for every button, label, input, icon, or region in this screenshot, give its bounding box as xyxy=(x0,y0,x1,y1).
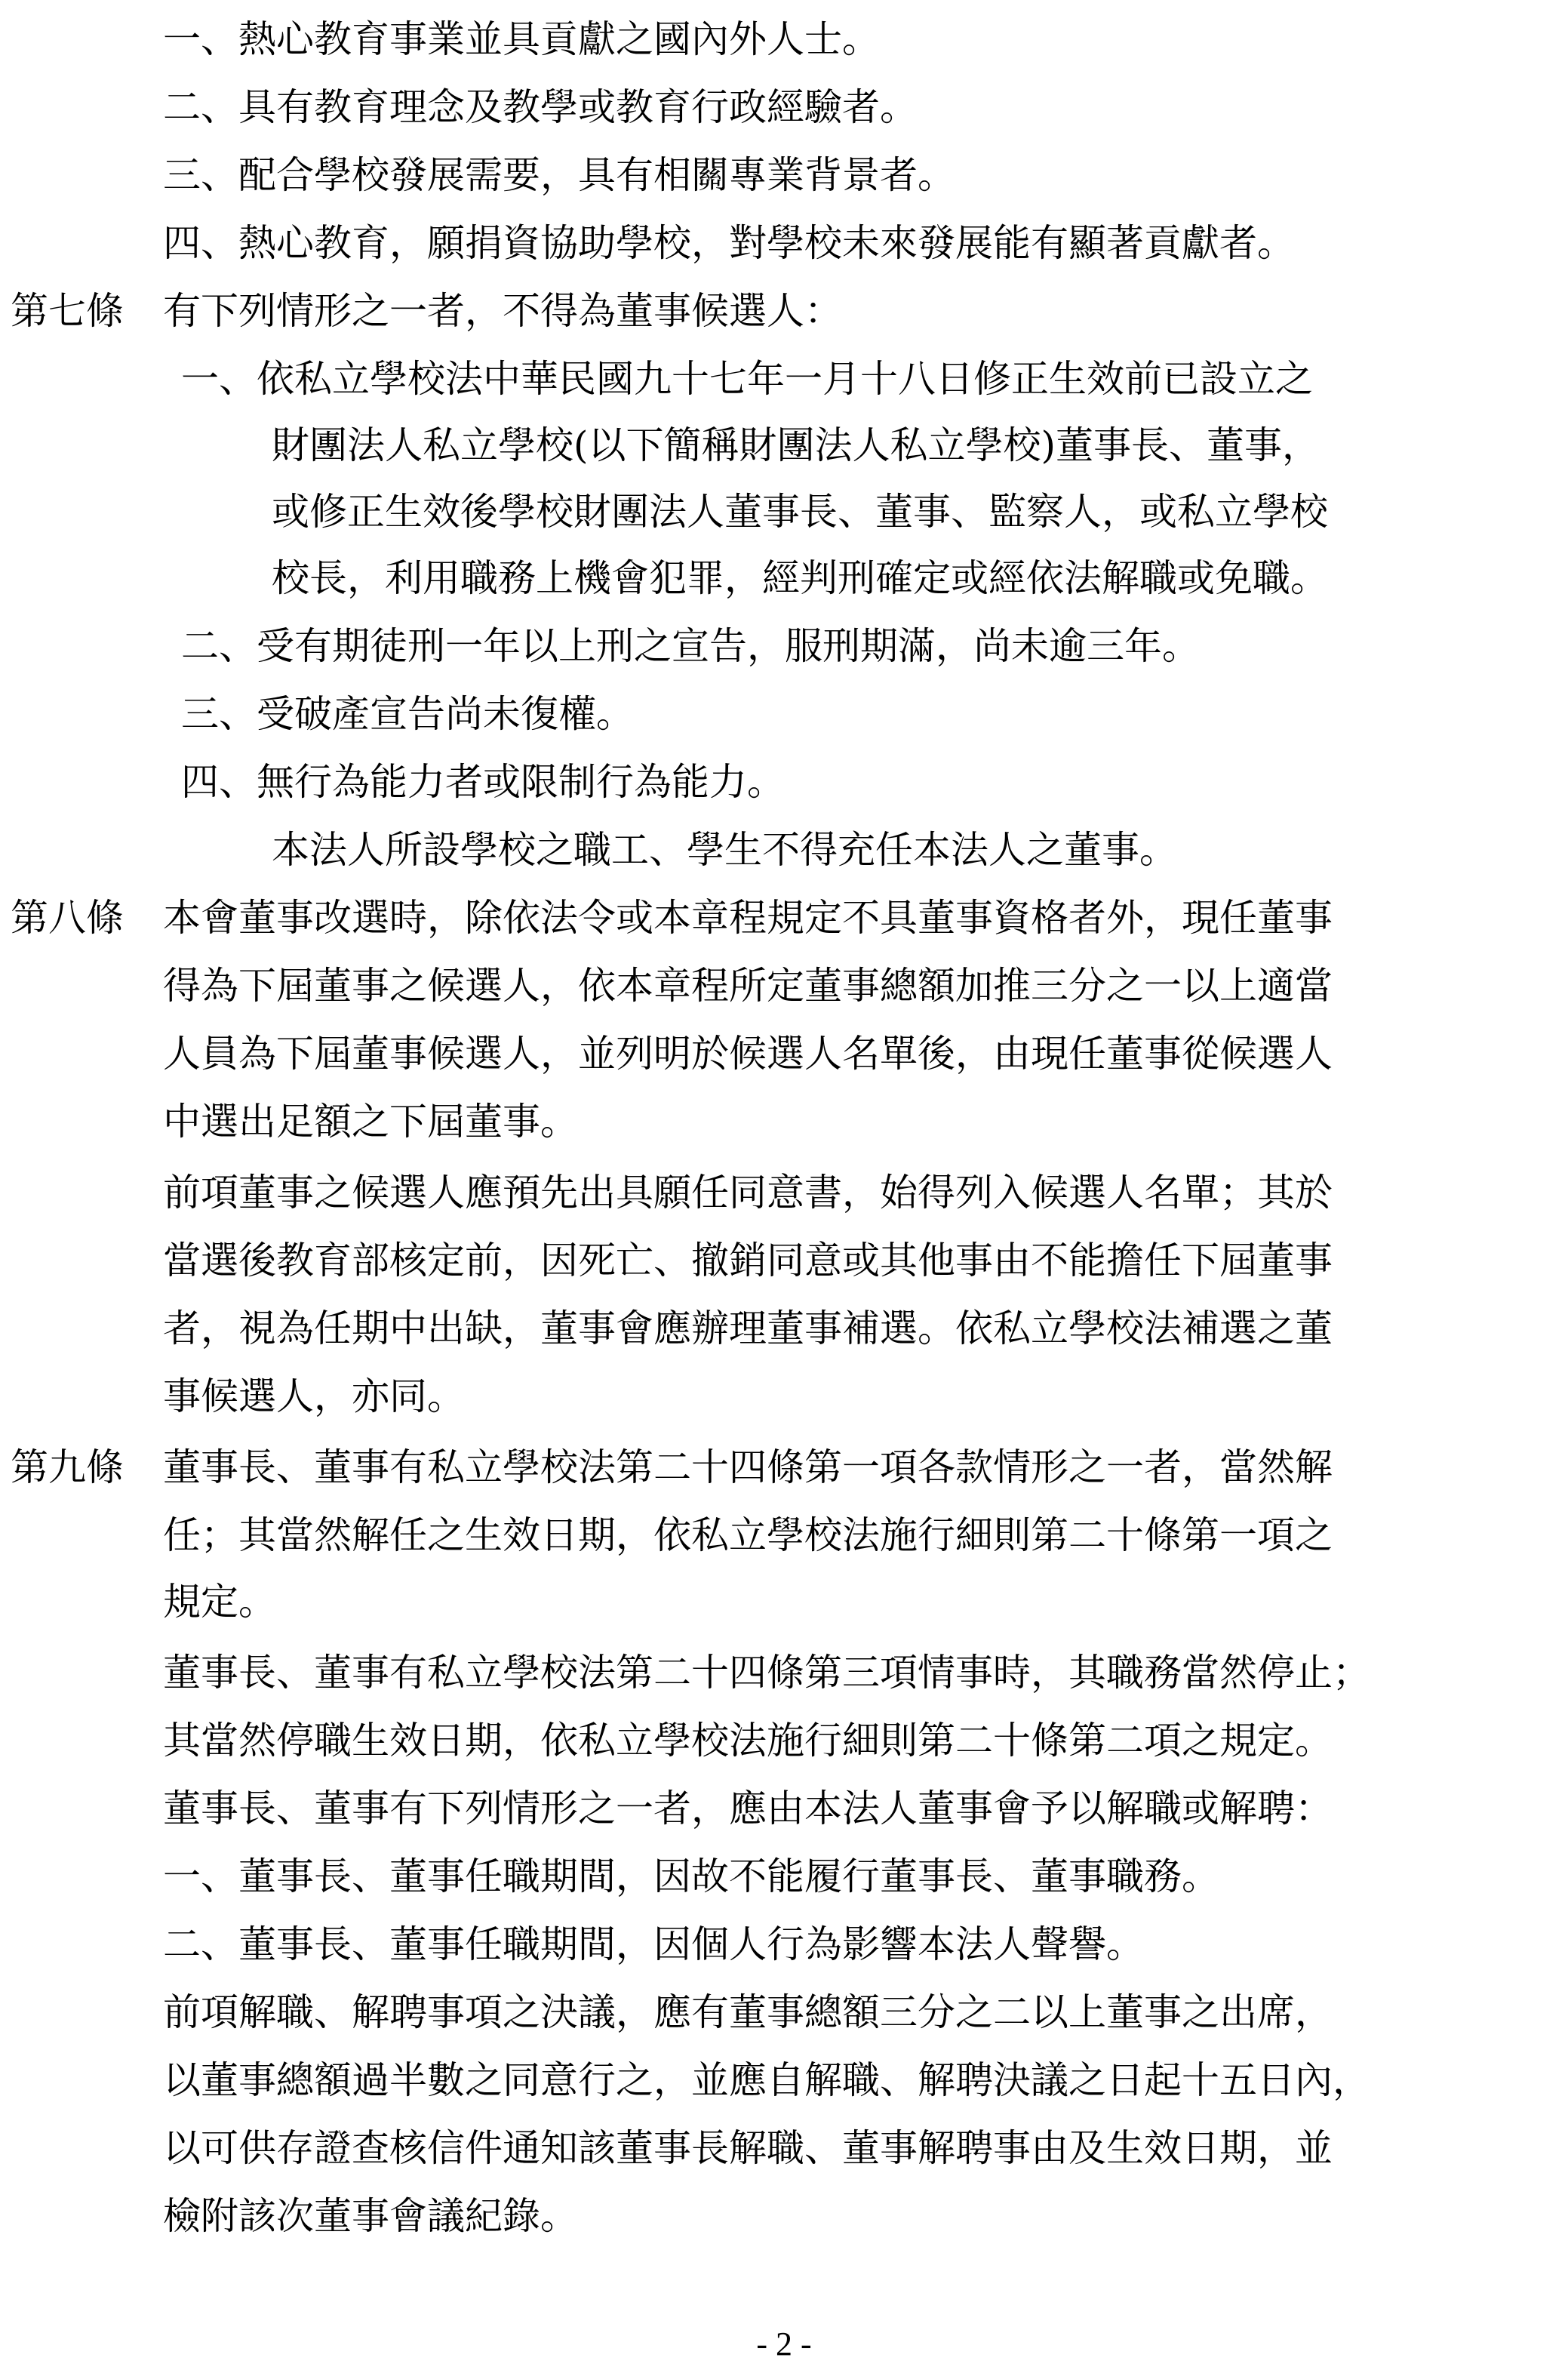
line-text: 或修正生效後學校財團法人董事長、董事、監察人，或私立學校 xyxy=(272,490,1328,534)
line-text: 任；其當然解任之生效日期，依私立學校法施行細則第二十條第一項之 xyxy=(163,1513,1333,1557)
line-text: 中選出足額之下屆董事。 xyxy=(163,1100,578,1144)
article-label: 第九條 xyxy=(11,1445,124,1489)
line-text: 一、依私立學校法中華民國九十七年一月十八日修正生效前已設立之 xyxy=(181,357,1313,401)
line-text: 得為下屆董事之候選人，依本章程所定董事總額加推三分之一以上適當 xyxy=(163,964,1333,1008)
line-text: 二、董事長、董事任職期間，因個人行為影響本法人聲譽。 xyxy=(163,1922,1144,1966)
line-text: 一、董事長、董事任職期間，因故不能履行董事長、董事職務。 xyxy=(163,1855,1219,1898)
line-text: 以董事總額過半數之同意行之，並應自解職、解聘決議之日起十五日內， xyxy=(163,2058,1370,2102)
line-text: 二、具有教育理念及教學或教育行政經驗者。 xyxy=(163,85,918,129)
line-text: 當選後教育部核定前，因死亡、撤銷同意或其他事由不能擔任下屆董事 xyxy=(163,1239,1333,1282)
line-text: 其當然停職生效日期，依私立學校法施行細則第二十條第二項之規定。 xyxy=(163,1719,1333,1762)
line-text: 檢附該次董事會議紀錄。 xyxy=(163,2194,578,2238)
line-text: 前項董事之候選人應預先出具願任同意書，始得列入候選人名單；其於 xyxy=(163,1171,1333,1214)
page-number: - 2 - xyxy=(756,2326,812,2362)
article-label: 第八條 xyxy=(11,896,124,940)
line-text: 董事長、董事有私立學校法第二十四條第一項各款情形之一者，當然解 xyxy=(163,1445,1333,1489)
line-text: 財團法人私立學校(以下簡稱財團法人私立學校)董事長、董事， xyxy=(272,423,1321,467)
line-text: 一、熱心教育事業並具貢獻之國內外人士。 xyxy=(163,17,880,61)
line-text: 前項解職、解聘事項之決議，應有董事總額三分之二以上董事之出席， xyxy=(163,1990,1333,2034)
line-text: 以可供存證查核信件通知該董事長解職、董事解聘事由及生效日期，並 xyxy=(163,2126,1333,2170)
line-text: 本法人所設學校之職工、學生不得充任本法人之董事。 xyxy=(272,828,1177,872)
line-text: 有下列情形之一者，不得為董事候選人： xyxy=(163,289,842,333)
line-text: 三、受破產宣告尚未復權。 xyxy=(181,692,634,736)
line-text: 規定。 xyxy=(163,1580,276,1624)
line-text: 事候選人，亦同。 xyxy=(163,1374,465,1418)
line-text: 人員為下屆董事候選人，並列明於候選人名單後，由現任董事從候選人 xyxy=(163,1032,1333,1076)
line-text: 四、無行為能力者或限制行為能力。 xyxy=(181,760,785,804)
article-label: 第七條 xyxy=(11,289,124,333)
line-text: 三、配合學校發展需要，具有相關專業背景者。 xyxy=(163,153,955,197)
line-text: 校長，利用職務上機會犯罪，經判刑確定或經依法解職或免職。 xyxy=(272,556,1328,600)
line-text: 四、熱心教育，願捐資協助學校，對學校未來發展能有顯著貢獻者。 xyxy=(163,221,1295,265)
line-text: 二、受有期徒刑一年以上刑之宣告，服刑期滿，尚未逾三年。 xyxy=(181,624,1200,668)
line-text: 者，視為任期中出缺，董事會應辦理董事補選。依私立學校法補選之董 xyxy=(163,1307,1333,1350)
line-text: 董事長、董事有下列情形之一者，應由本法人董事會予以解職或解聘： xyxy=(163,1787,1333,1830)
line-text: 本會董事改選時，除依法令或本章程規定不具董事資格者外，現任董事 xyxy=(163,896,1333,940)
line-text: 董事長、董事有私立學校法第二十四條第三項情事時，其職務當然停止； xyxy=(163,1651,1370,1695)
